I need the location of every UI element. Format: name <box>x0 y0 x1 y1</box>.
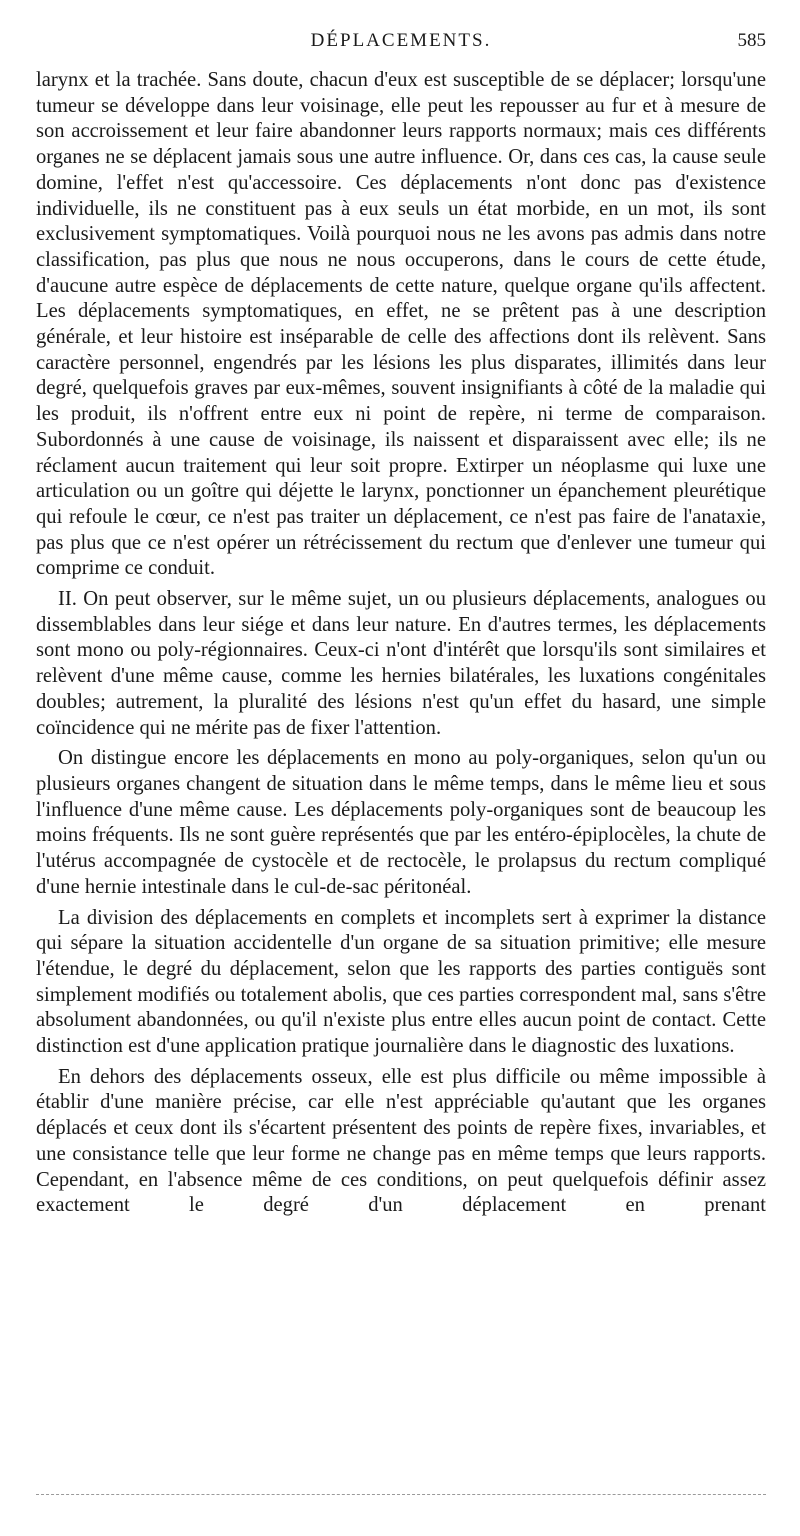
running-head: DÉPLACEMENTS. <box>310 30 492 51</box>
page-header <box>36 30 766 56</box>
paragraph-2: II. On peut observer, sur le même sujet, un ou plusieurs déplacements, analogues ou dissemblables dans leur siége et dans leur nature. En d'autres termes, les déplacements sont mono ou poly-régionnaires. Ceux-ci n'ont d'intérêt que lorsqu'ils sont similaires et relèvent d'une même cause, comme les hernies bilatérales, les luxations congénitales doubles; autrement, la pluralité des lésions n'est qu'un effet du hasard, une simple coïncidence qui ne mérite pas de fixer l'attention. <box>36 588 766 739</box>
paragraph-4: La division des déplacements en complets et incomplets sert à exprimer la distance qui sépare la situation accidentelle d'un organe de sa situation primitive; elle mesure l'étendue, le degré du déplacement, selon que les rapports des parties contiguës sont simplement modifiés ou totalement abolis, que ces parties correspondent mal, sans s'être absolument abandonnées, ou qu'il n'existe plus entre elles aucun point de contact. Cette distinction est d'une application pratique journalière dans le diagnostic des luxations. <box>36 906 766 1058</box>
paragraph-1: larynx et la trachée. Sans doute, chacun d'eux est susceptible de se déplacer; lorsqu'une tumeur se développe dans leur voisinage, elle peut les repousser au fur et à mesure de son accroissement et leur faire abandonner leurs rapports normaux; mais ces différents organes ne se déplacent jamais sous une autre influence. Or, dans ces cas, la cause seule domine, l'effet n'est qu'accessoire. Ces déplacements n'ont donc pas d'existence individuelle, ils ne constituent pas à eux seuls un état morbide, en un mot, ils sont exclusivement symptomatiques. Voilà pourquoi nous ne les avons pas admis dans notre classification, pas plus que nous ne nous occuperons, dans le cours de cette étude, d'aucune autre espèce de déplacements de cette nature, quelque organe qu'ils affectent. Les déplacements symptomatiques, en effet, ne se prêtent pas à une description générale, et leur histoire est inséparable de celle des affections dont ils relèvent. Sans caractère personnel, engendrés par les lésions les plus disparates, illimités dans leur degré, quelquefois graves par eux-mêmes, souvent insignifiants à côté de la maladie qui les produit, ils n'offrent entre eux ni point de repère, ni terme de comparaison. Subordonnés à une cause de voisinage, ils naissent et disparaissent avec elle; ils ne réclament aucun traitement qui leur soit propre. Extirper un néoplasme qui luxe une articulation ou un goître qui déjette le larynx, ponctionner un épanchement pleurétique qui refoule le cœur, ce n'est pas traiter un déplacement, ce n'est pas faire de l'anataxie, pas plus que ce n'est opérer un rétrécissement du rectum que d'enlever une tumeur qui comprime ce conduit. <box>36 69 766 580</box>
page-number: 585 <box>737 30 766 51</box>
bottom-rule <box>36 1494 766 1495</box>
paragraph-3: On distingue encore les déplacements en mono au poly-organiques, selon qu'un ou plusieurs organes changent de situation dans le même temps, dans le même lieu et sous l'influence d'une même cause. Les déplacements poly-organiques sont de beaucoup les moins fréquents. Ils ne sont guère représentés que par les entéro-épiplocèles, la chute de l'utérus accompagnée de cystocèle et de rectocèle, le prolapsus du rectum compliqué d'une hernie intestinale dans le cul-de-sac péritonéal. <box>36 747 766 898</box>
paragraph-5: En dehors des déplacements osseux, elle est plus difficile ou même impossible à établir d'une manière précise, car elle n'est appréciable qu'autant que les organes déplacés et ceux dont ils s'écartent présentent des points de repère fixes, invariables, et une consistance telle que leur forme ne change pas en même temps que leurs rapports. Cependant, en l'absence même de ces conditions, on peut quelquefois définir assez exactement le degré d'un déplacement en prenant <box>36 1065 766 1217</box>
body-text <box>36 68 766 1219</box>
